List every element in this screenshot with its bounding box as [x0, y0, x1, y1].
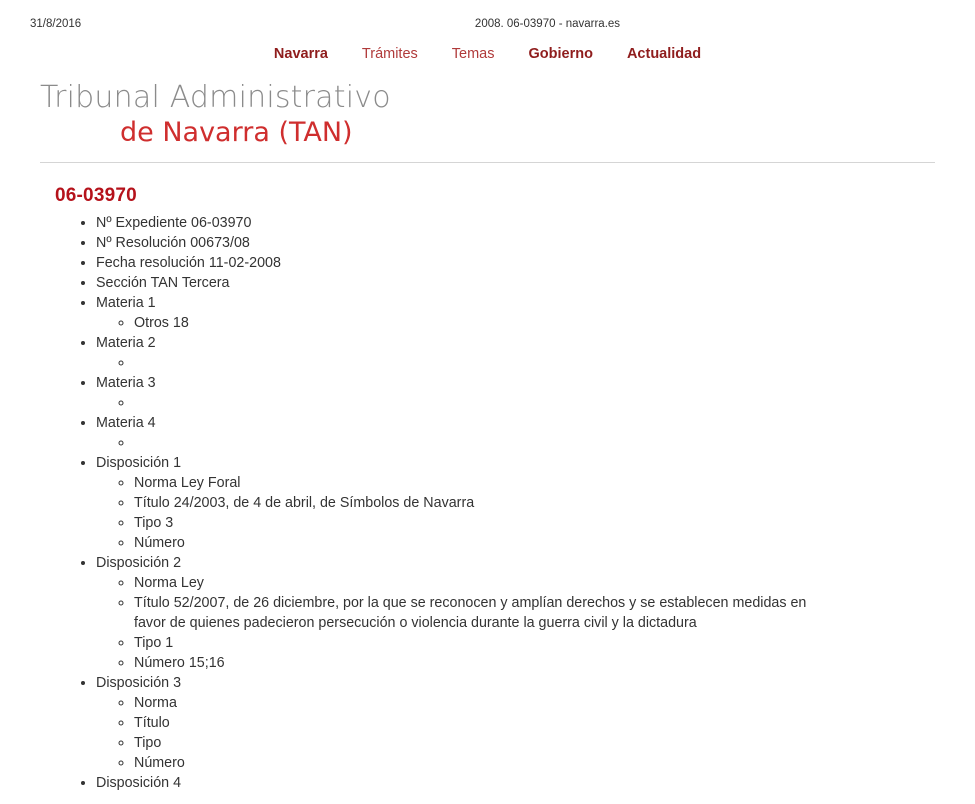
brand-line-primary: Tribunal Administrativo	[40, 80, 391, 115]
field-label: • Materia 3	[96, 375, 156, 391]
field-label: • Materia 2	[96, 335, 156, 351]
page-title: 06-03970	[55, 185, 137, 206]
field-subvalue: ◦ Norma Ley	[134, 573, 975, 593]
field-item	[96, 213, 975, 233]
field-subvalue: ◦ Norma	[134, 693, 975, 713]
field-subvalue-list	[96, 573, 975, 673]
field-subvalue: ◦ Número 15;16	[134, 653, 975, 673]
field-label: • Nº Resolución 00673/08	[96, 235, 250, 251]
field-label: • Materia 4	[96, 415, 156, 431]
field-label: • Fecha resolución 11-02-2008	[96, 255, 281, 271]
field-subvalue-list	[96, 433, 975, 453]
field-label: • Materia 1	[96, 295, 156, 311]
field-label: • Sección TAN Tercera	[96, 275, 230, 291]
field-subvalue: ◦ Tipo	[134, 733, 975, 753]
print-date: 31/8/2016	[30, 18, 82, 30]
site-brand	[0, 62, 975, 148]
field-item	[96, 333, 975, 373]
header-divider	[40, 162, 935, 163]
field-subvalue: ◦ Título	[134, 713, 975, 733]
field-subvalue-list	[96, 313, 975, 333]
field-item	[96, 293, 975, 333]
field-label: • Disposición 4	[96, 775, 182, 791]
field-subvalue: ◦ Tipo 1	[134, 633, 975, 653]
print-document-title: 2008. 06-03970 - navarra.es	[474, 18, 621, 30]
field-subvalue: ◦ Número	[134, 533, 975, 553]
field-label: • Nº Expediente 06-03970	[96, 215, 252, 231]
field-item	[96, 553, 975, 673]
field-label: • Disposición 3	[96, 675, 182, 691]
nav-item-navarra[interactable]: Navarra	[273, 46, 328, 62]
field-item	[96, 773, 975, 793]
field-label: • Disposición 1	[96, 455, 182, 471]
field-subvalue	[134, 433, 975, 453]
print-header	[0, 0, 975, 30]
field-subvalue: ◦ Tipo 3	[134, 513, 975, 533]
field-subvalue: ◦ Título 52/2007, de 26 diciembre, por la que se reconocen y amplían derechos y se establecen medidas en favor de quienes padecieron persecución o violencia durante la guerra civil y la dictadura	[134, 593, 834, 633]
field-item	[96, 453, 975, 553]
nav-item-actualidad[interactable]: Actualidad	[626, 46, 702, 62]
nav-item-gobierno[interactable]: Gobierno	[528, 46, 593, 62]
field-subvalue	[134, 393, 975, 413]
record-field-list	[0, 213, 975, 793]
field-item	[96, 233, 975, 253]
field-subvalue: ◦ Norma Ley Foral	[134, 473, 975, 493]
field-subvalue-list	[96, 473, 975, 553]
field-subvalue-list	[96, 693, 975, 773]
field-subvalue: ◦ Otros 18	[134, 313, 975, 333]
field-subvalue: ◦ Título 24/2003, de 4 de abril, de Símbolos de Navarra	[134, 493, 975, 513]
field-label: • Disposición 2	[96, 555, 182, 571]
field-item	[96, 373, 975, 413]
nav-item-temas[interactable]: Temas	[451, 46, 495, 62]
nav-item-tramites[interactable]: Trámites	[361, 46, 418, 62]
field-item	[96, 413, 975, 453]
field-item	[96, 253, 975, 273]
field-subvalue-list	[96, 353, 975, 373]
field-subvalue-list	[96, 393, 975, 413]
field-item	[96, 673, 975, 773]
field-item	[96, 273, 975, 293]
site-navigation	[0, 46, 975, 62]
field-subvalue	[134, 353, 975, 373]
brand-line-secondary: de Navarra (TAN)	[120, 117, 353, 148]
field-subvalue: ◦ Número	[134, 753, 975, 773]
